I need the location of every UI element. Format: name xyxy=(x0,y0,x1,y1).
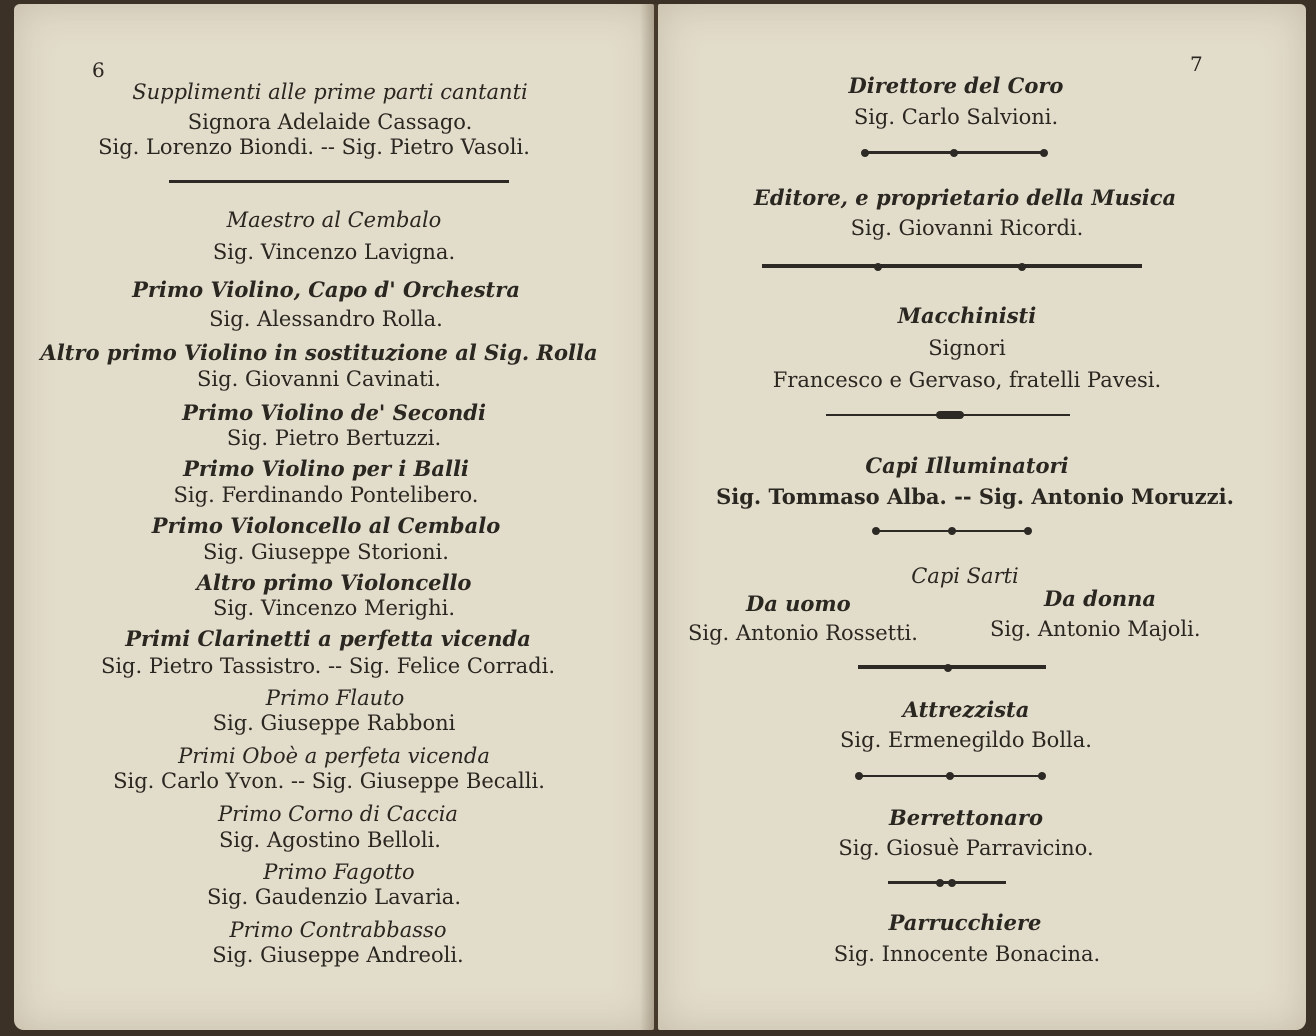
person-name: Sig. Vincenzo Merighi. xyxy=(212,596,456,620)
person-name: Sig. Pietro Tassistro. -- Sig. Felice Corradi. xyxy=(100,654,556,678)
person-name: Sig. Ferdinando Pontelibero. xyxy=(173,483,479,507)
role-heading: Capi Sarti xyxy=(911,564,1019,588)
person-name: Sig. Antonio Rossetti. xyxy=(688,621,918,645)
column-label-men: Da uomo xyxy=(746,591,851,616)
role-heading: Primo Flauto xyxy=(265,686,405,710)
role-heading: Primo Contrabbasso xyxy=(229,918,447,942)
role-heading: Primo Fagotto xyxy=(263,860,415,884)
person-name: Sig. Tommaso Alba. -- Sig. Antonio Moruzzi. xyxy=(716,484,1234,509)
role-heading: Primo Corno di Caccia xyxy=(218,802,458,826)
person-name: Sig. Giuseppe Andreoli. xyxy=(212,943,464,967)
person-name: Sig. Agostino Belloli. xyxy=(219,828,441,852)
page-number: 6 xyxy=(92,58,105,82)
role-heading: Altro primo Violino in sostituzione al Sig. Rolla xyxy=(40,340,598,365)
role-heading: Altro primo Violoncello xyxy=(196,570,472,595)
role-heading: Supplimenti alle prime parti cantanti xyxy=(132,80,528,104)
person-name: Sig. Alessandro Rolla. xyxy=(209,307,443,331)
role-heading: Maestro al Cembalo xyxy=(226,208,442,232)
person-name: Sig. Lorenzo Biondi. -- Sig. Pietro Vasoli. xyxy=(98,135,530,159)
ornamental-divider xyxy=(169,180,509,183)
right-page xyxy=(658,4,1306,1030)
ornamental-divider xyxy=(888,881,1006,884)
column-label-women: Da donna xyxy=(1044,586,1156,611)
person-name: Sig. Giovanni Cavinati. xyxy=(197,367,441,391)
role-heading: Direttore del Coro xyxy=(848,73,1064,98)
person-name: Sig. Pietro Bertuzzi. xyxy=(226,426,442,450)
person-name: Sig. Innocente Bonacina. xyxy=(833,942,1101,966)
person-name: Sig. Gaudenzio Lavaria. xyxy=(206,885,461,909)
role-heading: Berrettonaro xyxy=(889,805,1043,830)
person-name: Francesco e Gervaso, fratelli Pavesi. xyxy=(772,368,1162,392)
person-name: Sig. Giuseppe Rabboni xyxy=(212,711,456,735)
person-name: Sig. Carlo Salvioni. xyxy=(853,105,1059,129)
role-heading: Attrezzista xyxy=(902,697,1030,722)
role-heading: Macchinisti xyxy=(897,303,1037,328)
role-heading: Primo Violoncello al Cembalo xyxy=(151,513,501,538)
ornamental-divider xyxy=(874,530,1030,532)
person-name: Sig. Giosuè Parravicino. xyxy=(838,836,1094,860)
person-name: Sig. Ermenegildo Bolla. xyxy=(840,728,1092,752)
person-name: Signori xyxy=(928,336,1006,360)
role-heading: Primo Violino de' Secondi xyxy=(182,400,486,425)
ornamental-divider xyxy=(864,151,1044,154)
person-name: Sig. Giovanni Ricordi. xyxy=(850,216,1084,240)
person-name: Signora Adelaide Cassago. xyxy=(187,110,473,134)
page-number: 7 xyxy=(1190,52,1203,76)
person-name: Sig. Antonio Majoli. xyxy=(990,617,1201,641)
ornamental-divider xyxy=(762,264,1142,268)
person-name: Sig. Giuseppe Storioni. xyxy=(203,540,449,564)
role-heading: Primi Oboè a perfeta vicenda xyxy=(178,744,490,768)
role-heading: Primo Violino per i Balli xyxy=(183,456,469,481)
person-name: Sig. Vincenzo Lavigna. xyxy=(212,240,456,264)
ornamental-divider xyxy=(858,775,1044,777)
role-heading: Primo Violino, Capo d' Orchestra xyxy=(132,277,520,302)
role-heading: Primi Clarinetti a perfetta vicenda xyxy=(125,626,531,651)
role-heading: Editore, e proprietario della Musica xyxy=(753,185,1177,210)
left-page xyxy=(14,4,654,1030)
person-name: Sig. Carlo Yvon. -- Sig. Giuseppe Becalli. xyxy=(113,769,545,793)
ornamental-divider xyxy=(858,665,1046,669)
role-heading: Parrucchiere xyxy=(888,910,1042,935)
ornamental-divider xyxy=(826,414,1070,416)
role-heading: Capi Illuminatori xyxy=(865,453,1069,478)
